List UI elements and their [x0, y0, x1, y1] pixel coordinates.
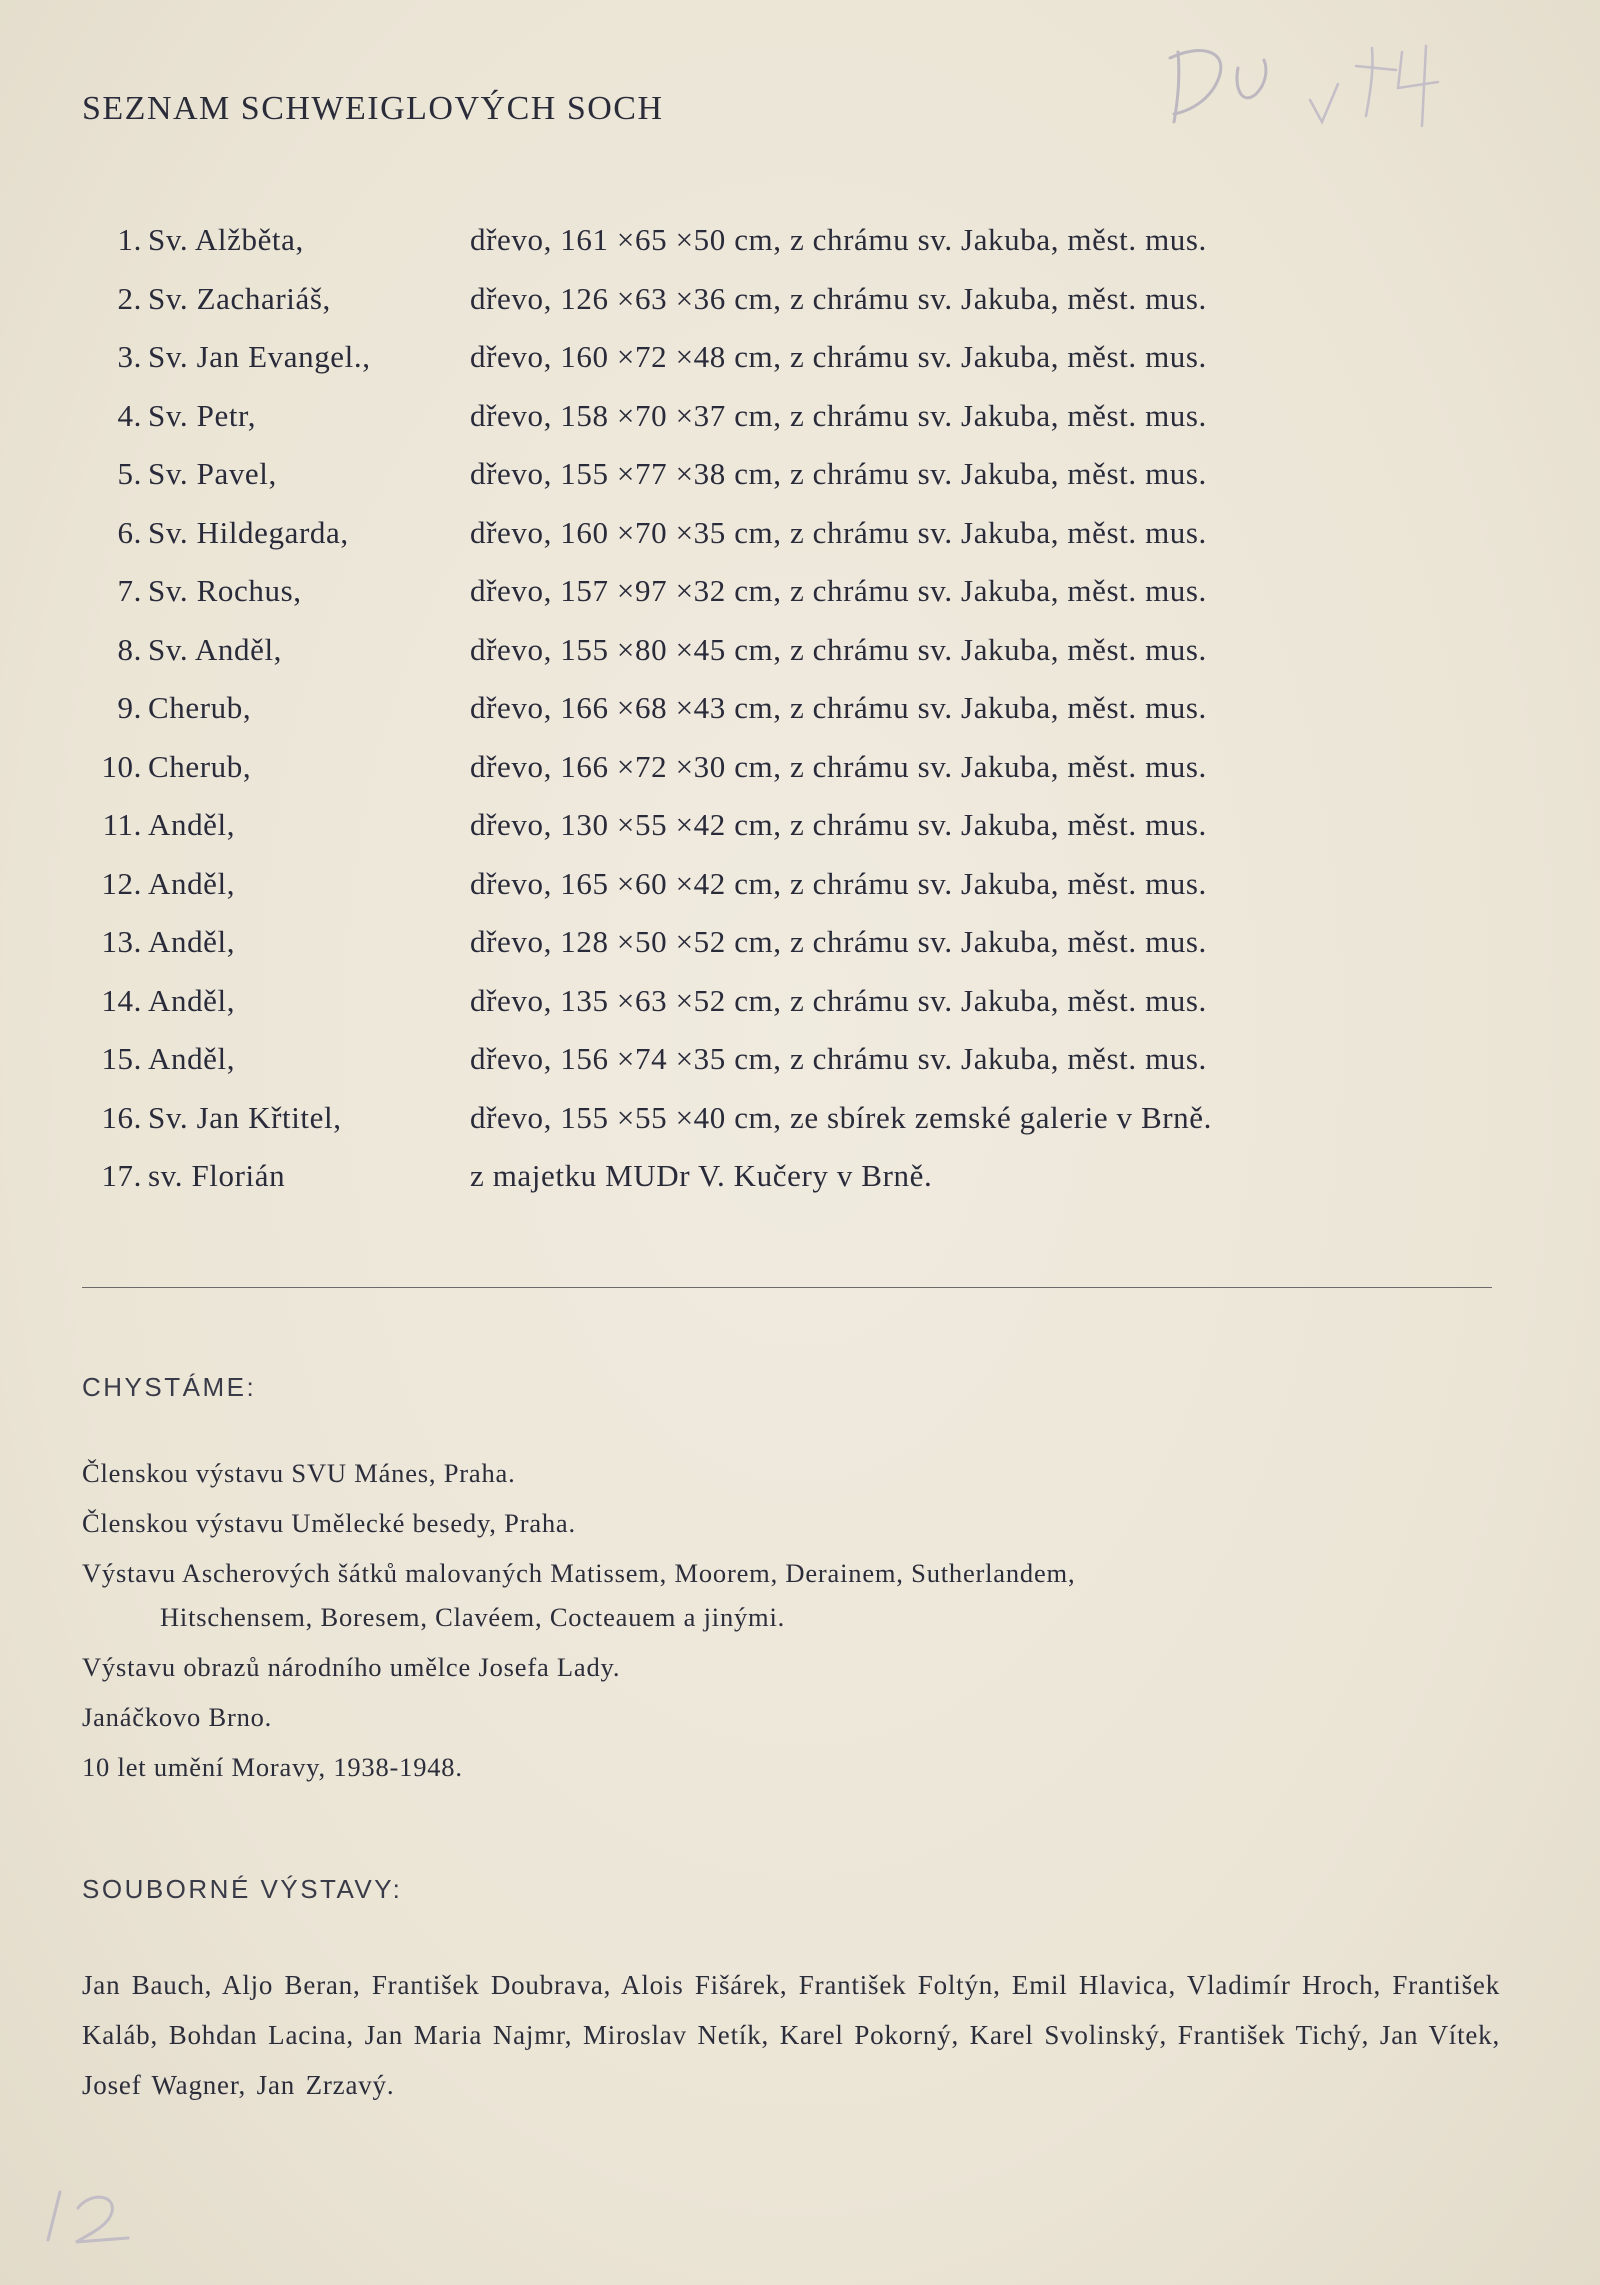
statue-description: dřevo, 160 ×72 ×48 cm, z chrámu sv. Jakuba, měst. mus. — [470, 339, 1207, 374]
page-title: SEZNAM SCHWEIGLOVÝCH SOCH — [82, 90, 664, 127]
exhibitions-heading: SOUBORNÉ VÝSTAVY: — [82, 1874, 403, 1904]
plan-item: Janáčkovo Brno. — [82, 1702, 273, 1732]
statue-description: dřevo, 166 ×72 ×30 cm, z chrámu sv. Jakuba, měst. mus. — [470, 748, 1207, 784]
statue-row — [82, 573, 1502, 632]
statue-row — [82, 456, 1502, 515]
statue-row — [82, 749, 1502, 808]
plan-item: Členskou výstavu SVU Mánes, Praha. — [82, 1458, 516, 1488]
statue-number: 10. — [101, 748, 142, 784]
plan-item-continuation: Hitschensem, Boresem, Clavéem, Cocteauem a jinými. — [160, 1602, 786, 1632]
statue-number: 15. — [101, 1041, 142, 1076]
statue-number: 4. — [117, 397, 142, 433]
statue-description: dřevo, 160 ×70 ×35 cm, z chrámu sv. Jakuba, měst. mus. — [470, 514, 1207, 550]
statue-description: dřevo, 128 ×50 ×52 cm, z chrámu sv. Jakuba, měst. mus. — [470, 924, 1207, 959]
statue-list — [82, 222, 1502, 1217]
statue-name: Anděl, — [148, 807, 236, 842]
statue-name: Sv. Zachariáš, — [148, 280, 331, 316]
statue-number: 1. — [117, 222, 142, 257]
statue-row — [82, 1041, 1502, 1100]
statue-name: Sv. Petr, — [148, 397, 257, 433]
statue-name: Sv. Alžběta, — [148, 222, 304, 257]
statue-name: Sv. Rochus, — [148, 573, 302, 608]
pencil-annotation-icon — [1160, 30, 1460, 130]
section-divider — [82, 1287, 1492, 1288]
statue-name: Sv. Pavel, — [148, 456, 277, 491]
statue-description: dřevo, 126 ×63 ×36 cm, z chrámu sv. Jakuba, měst. mus. — [470, 280, 1207, 316]
statue-name: Anděl, — [148, 1041, 236, 1076]
statue-description: dřevo, 166 ×68 ×43 cm, z chrámu sv. Jakuba, měst. mus. — [470, 690, 1207, 725]
statue-name: Sv. Jan Křtitel, — [148, 1099, 342, 1135]
statue-number: 12. — [101, 865, 142, 901]
plan-item: 10 let umění Moravy, 1938-1948. — [82, 1752, 463, 1782]
statue-name: sv. Florián — [148, 1158, 286, 1193]
plans-heading: CHYSTÁME: — [82, 1372, 257, 1402]
plan-item: Výstavu Ascherových šátků malovaných Matissem, Moorem, Derainem, Sutherlandem, — [82, 1558, 1076, 1588]
statue-description: dřevo, 130 ×55 ×42 cm, z chrámu sv. Jakuba, měst. mus. — [470, 807, 1207, 842]
statue-row — [82, 983, 1502, 1042]
statue-row — [82, 924, 1502, 983]
statue-row — [82, 807, 1502, 866]
statue-row — [82, 866, 1502, 925]
statue-row — [82, 515, 1502, 574]
statue-description: dřevo, 156 ×74 ×35 cm, z chrámu sv. Jakuba, měst. mus. — [470, 1041, 1207, 1076]
plans-list — [82, 1455, 1522, 1799]
statue-description: dřevo, 158 ×70 ×37 cm, z chrámu sv. Jakuba, měst. mus. — [470, 397, 1207, 433]
statue-description: dřevo, 155 ×55 ×40 cm, ze sbírek zemské galerie v Brně. — [470, 1099, 1212, 1135]
plan-item: Výstavu obrazů národního umělce Josefa Lady. — [82, 1652, 621, 1682]
statue-row — [82, 1100, 1502, 1159]
statue-number: 2. — [117, 280, 142, 316]
statue-number: 14. — [101, 982, 142, 1018]
statue-description: dřevo, 165 ×60 ×42 cm, z chrámu sv. Jakuba, měst. mus. — [470, 865, 1207, 901]
statue-row — [82, 690, 1502, 749]
statue-row — [82, 398, 1502, 457]
statue-name: Cherub, — [148, 690, 252, 725]
statue-number: 17. — [101, 1158, 142, 1193]
statue-number: 5. — [117, 456, 142, 491]
statue-number: 8. — [117, 631, 142, 667]
statue-description: dřevo, 155 ×80 ×45 cm, z chrámu sv. Jakuba, měst. mus. — [470, 631, 1207, 667]
artists-paragraph: Jan Bauch, Aljo Beran, František Doubrava, Alois Fišárek, František Foltýn, Emil Hlavica, Vladimír Hroch, František Kaláb, Bohdan Lacina, Jan Maria Najmr, Miroslav Netík, Karel Pokorný, Karel Svolinský, František Tichý, Jan Vítek, Josef Wagner, Jan Zrzavý. — [82, 1970, 1500, 2100]
statue-number: 7. — [117, 573, 142, 608]
statue-number: 13. — [101, 924, 142, 959]
statue-row — [82, 222, 1502, 281]
statue-name: Sv. Jan Evangel., — [148, 339, 371, 374]
statue-row — [82, 339, 1502, 398]
statue-number: 11. — [102, 807, 142, 842]
statue-number: 9. — [117, 690, 142, 725]
pencil-page-number-icon — [40, 2178, 150, 2248]
plan-item: Členskou výstavu Umělecké besedy, Praha. — [82, 1508, 576, 1538]
statue-description: dřevo, 161 ×65 ×50 cm, z chrámu sv. Jakuba, měst. mus. — [470, 222, 1207, 257]
statue-description: dřevo, 135 ×63 ×52 cm, z chrámu sv. Jakuba, měst. mus. — [470, 982, 1207, 1018]
statue-description: dřevo, 155 ×77 ×38 cm, z chrámu sv. Jakuba, měst. mus. — [470, 456, 1207, 491]
statue-name: Sv. Hildegarda, — [148, 514, 349, 550]
statue-name: Anděl, — [148, 865, 236, 901]
statue-description: dřevo, 157 ×97 ×32 cm, z chrámu sv. Jakuba, měst. mus. — [470, 573, 1207, 608]
statue-description: z majetku MUDr V. Kučery v Brně. — [470, 1158, 933, 1193]
statue-number: 16. — [101, 1099, 142, 1135]
statue-name: Anděl, — [148, 924, 236, 959]
statue-row — [82, 1158, 1502, 1217]
statue-row — [82, 632, 1502, 691]
statue-number: 3. — [117, 339, 142, 374]
statue-number: 6. — [117, 514, 142, 550]
statue-name: Anděl, — [148, 982, 236, 1018]
statue-name: Sv. Anděl, — [148, 631, 283, 667]
statue-name: Cherub, — [148, 748, 252, 784]
statue-row — [82, 281, 1502, 340]
